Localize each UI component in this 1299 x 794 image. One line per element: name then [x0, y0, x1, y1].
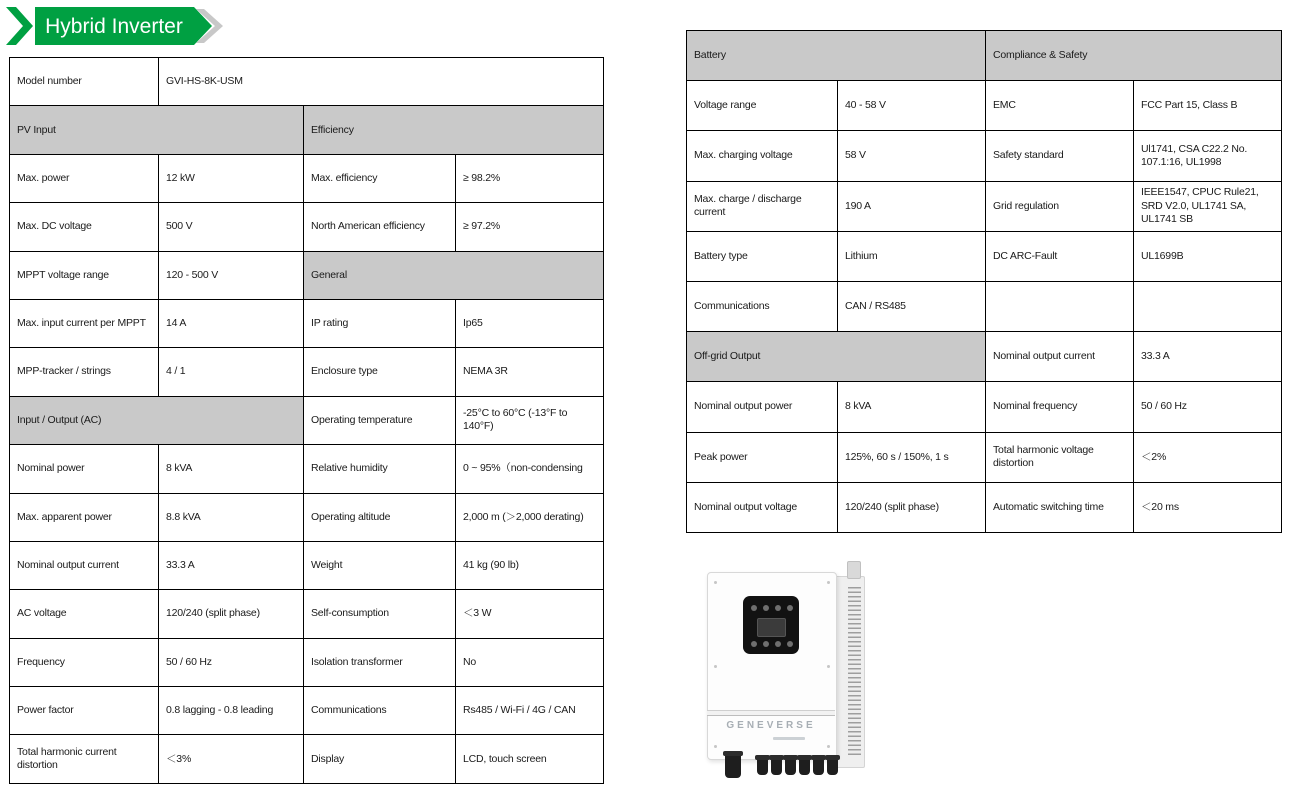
spec-cell: Rs485 / Wi-Fi / 4G / CAN	[456, 687, 604, 735]
spec-cell: Communications	[304, 687, 456, 735]
spec-cell: Max. apparent power	[10, 493, 159, 541]
spec-cell: IEEE1547, CPUC Rule21, SRD V2.0, UL1741 SA, UL1741 SB	[1134, 181, 1282, 231]
screw-icon	[714, 665, 717, 668]
spec-cell: LCD, touch screen	[456, 735, 604, 783]
table-row	[687, 131, 1282, 181]
spec-cell: Relative humidity	[304, 445, 456, 493]
spec-cell: FCC Part 15, Class B	[1134, 81, 1282, 131]
table-row	[10, 396, 604, 444]
spec-cell: Max. charge / discharge current	[687, 181, 838, 231]
panel-button	[787, 641, 793, 647]
spec-cell: ＜2%	[1134, 432, 1282, 482]
spec-cell: 8 kVA	[838, 382, 986, 432]
panel-button	[775, 641, 781, 647]
heatsink-fins	[848, 587, 861, 755]
table-row	[687, 382, 1282, 432]
table-row	[10, 58, 604, 106]
screw-icon	[827, 745, 830, 748]
spec-cell: Ul1741, CSA C22.2 No. 107.1:16, UL1998	[1134, 131, 1282, 181]
spec-cell: 40 - 58 V	[838, 81, 986, 131]
spec-cell: Display	[304, 735, 456, 783]
spec-cell: Weight	[304, 541, 456, 589]
table-row	[10, 299, 604, 347]
cable-gland	[725, 754, 741, 778]
banner-tail-chevron-icon	[6, 7, 33, 45]
spec-cell: Operating temperature	[304, 396, 456, 444]
spec-cell: No	[456, 638, 604, 686]
spec-cell: Nominal frequency	[986, 382, 1134, 432]
spec-cell: 58 V	[838, 131, 986, 181]
spec-cell: Frequency	[10, 638, 159, 686]
panel-button	[775, 605, 781, 611]
spec-cell: Total harmonic current distortion	[10, 735, 159, 783]
spec-cell: Nominal output current	[10, 541, 159, 589]
spec-cell: IP rating	[304, 299, 456, 347]
spec-cell: 0.8 lagging - 0.8 leading	[159, 687, 304, 735]
spec-cell: Nominal output power	[687, 382, 838, 432]
screw-icon	[714, 745, 717, 748]
spec-cell: Operating altitude	[304, 493, 456, 541]
spec-cell: 500 V	[159, 203, 304, 251]
table-row	[10, 251, 604, 299]
spec-cell: 120 - 500 V	[159, 251, 304, 299]
spec-cell: 50 / 60 Hz	[159, 638, 304, 686]
table-row	[687, 432, 1282, 482]
spec-cell: 14 A	[159, 299, 304, 347]
table-row	[687, 482, 1282, 532]
spec-cell: 50 / 60 Hz	[1134, 382, 1282, 432]
spec-cell: ＜3%	[159, 735, 304, 783]
section-header-cell: Battery	[687, 31, 986, 81]
cable-gland	[813, 758, 824, 775]
spec-cell: Enclosure type	[304, 348, 456, 396]
table-row	[687, 231, 1282, 281]
spec-cell: Automatic switching time	[986, 482, 1134, 532]
spec-cell: MPPT voltage range	[10, 251, 159, 299]
spec-cell: DC ARC-Fault	[986, 231, 1134, 281]
table-row	[10, 735, 604, 783]
spec-cell: Nominal output current	[986, 332, 1134, 382]
spec-cell: 0 ~ 95%（non-condensing	[456, 445, 604, 493]
spec-cell: North American efficiency	[304, 203, 456, 251]
panel-button	[763, 605, 769, 611]
control-display-panel	[743, 596, 799, 654]
spec-cell: Max. DC voltage	[10, 203, 159, 251]
lcd-screen	[757, 618, 786, 637]
spec-cell: Safety standard	[986, 131, 1134, 181]
inverter-heatsink-side	[835, 576, 865, 768]
spec-cell: ≥ 97.2%	[456, 203, 604, 251]
spec-cell	[986, 281, 1134, 331]
brand-tagline	[773, 737, 805, 740]
spec-cell: Nominal power	[10, 445, 159, 493]
spec-cell: 33.3 A	[159, 541, 304, 589]
spec-cell: Total harmonic voltage distortion	[986, 432, 1134, 482]
section-header-cell: General	[304, 251, 604, 299]
spec-cell: Power factor	[10, 687, 159, 735]
table-row	[687, 81, 1282, 131]
spec-cell: ≥ 98.2%	[456, 154, 604, 202]
spec-cell: ＜20 ms	[1134, 482, 1282, 532]
right-spec-table	[686, 30, 1282, 533]
spec-cell: Voltage range	[687, 81, 838, 131]
panel-button	[751, 605, 757, 611]
enclosure-seam	[707, 710, 835, 716]
spec-cell: 190 A	[838, 181, 986, 231]
spec-cell: Ip65	[456, 299, 604, 347]
spec-cell: NEMA 3R	[456, 348, 604, 396]
spec-cell: 8.8 kVA	[159, 493, 304, 541]
table-row	[10, 541, 604, 589]
screw-icon	[827, 581, 830, 584]
spec-cell: Max. efficiency	[304, 154, 456, 202]
spec-cell: 125%, 60 s / 150%, 1 s	[838, 432, 986, 482]
spec-cell: 120/240 (split phase)	[159, 590, 304, 638]
table-row	[10, 493, 604, 541]
section-header-cell: Efficiency	[304, 106, 604, 154]
spec-cell: -25°C to 60°C (-13°F to 140°F)	[456, 396, 604, 444]
table-row	[687, 181, 1282, 231]
section-header-cell: Compliance & Safety	[986, 31, 1282, 81]
mounting-bracket	[847, 561, 861, 579]
cable-gland	[799, 758, 810, 775]
table-row	[687, 281, 1282, 331]
spec-cell: Grid regulation	[986, 181, 1134, 231]
spec-cell: 4 / 1	[159, 348, 304, 396]
spec-cell: Communications	[687, 281, 838, 331]
spec-cell	[1134, 281, 1282, 331]
spec-cell: CAN / RS485	[838, 281, 986, 331]
table-row	[10, 348, 604, 396]
hybrid-inverter-banner	[6, 4, 240, 48]
section-header-cell: PV Input	[10, 106, 304, 154]
screw-icon	[714, 581, 717, 584]
cable-gland	[771, 758, 782, 775]
spec-cell: 120/240 (split phase)	[838, 482, 986, 532]
spec-cell: Max. input current per MPPT	[10, 299, 159, 347]
panel-button	[751, 641, 757, 647]
inverter-product-image	[695, 556, 945, 794]
cable-gland	[757, 758, 768, 775]
cable-gland	[785, 758, 796, 775]
spec-cell: EMC	[986, 81, 1134, 131]
spec-cell: Isolation transformer	[304, 638, 456, 686]
spec-cell: UL1699B	[1134, 231, 1282, 281]
table-row	[10, 590, 604, 638]
panel-button	[787, 605, 793, 611]
table-row	[10, 203, 604, 251]
spec-cell: 8 kVA	[159, 445, 304, 493]
spec-cell: 12 kW	[159, 154, 304, 202]
spec-cell: Model number	[10, 58, 159, 106]
table-row	[10, 638, 604, 686]
screw-icon	[827, 665, 830, 668]
brand-logo-text: GENEVERSE	[726, 720, 816, 731]
table-row	[687, 31, 1282, 81]
spec-cell: Nominal output voltage	[687, 482, 838, 532]
spec-cell: AC voltage	[10, 590, 159, 638]
spec-cell: Peak power	[687, 432, 838, 482]
spec-cell: Battery type	[687, 231, 838, 281]
cable-gland	[827, 758, 838, 775]
spec-cell: Max. power	[10, 154, 159, 202]
spec-cell: ＜3 W	[456, 590, 604, 638]
table-row	[10, 687, 604, 735]
section-header-cell: Input / Output (AC)	[10, 396, 304, 444]
left-spec-table	[9, 57, 604, 784]
panel-button	[763, 641, 769, 647]
spec-cell: Lithium	[838, 231, 986, 281]
spec-cell: Max. charging voltage	[687, 131, 838, 181]
table-row	[10, 106, 604, 154]
spec-cell: GVI-HS-8K-USM	[159, 58, 604, 106]
spec-cell: MPP-tracker / strings	[10, 348, 159, 396]
section-header-cell: Off-grid Output	[687, 332, 986, 382]
spec-cell: 2,000 m (＞2,000 derating)	[456, 493, 604, 541]
table-row	[10, 445, 604, 493]
spec-cell: Self-consumption	[304, 590, 456, 638]
table-row	[687, 332, 1282, 382]
spec-cell: 33.3 A	[1134, 332, 1282, 382]
page-title: Hybrid Inverter	[45, 15, 183, 38]
spec-cell: 41 kg (90 lb)	[456, 541, 604, 589]
table-row	[10, 154, 604, 202]
